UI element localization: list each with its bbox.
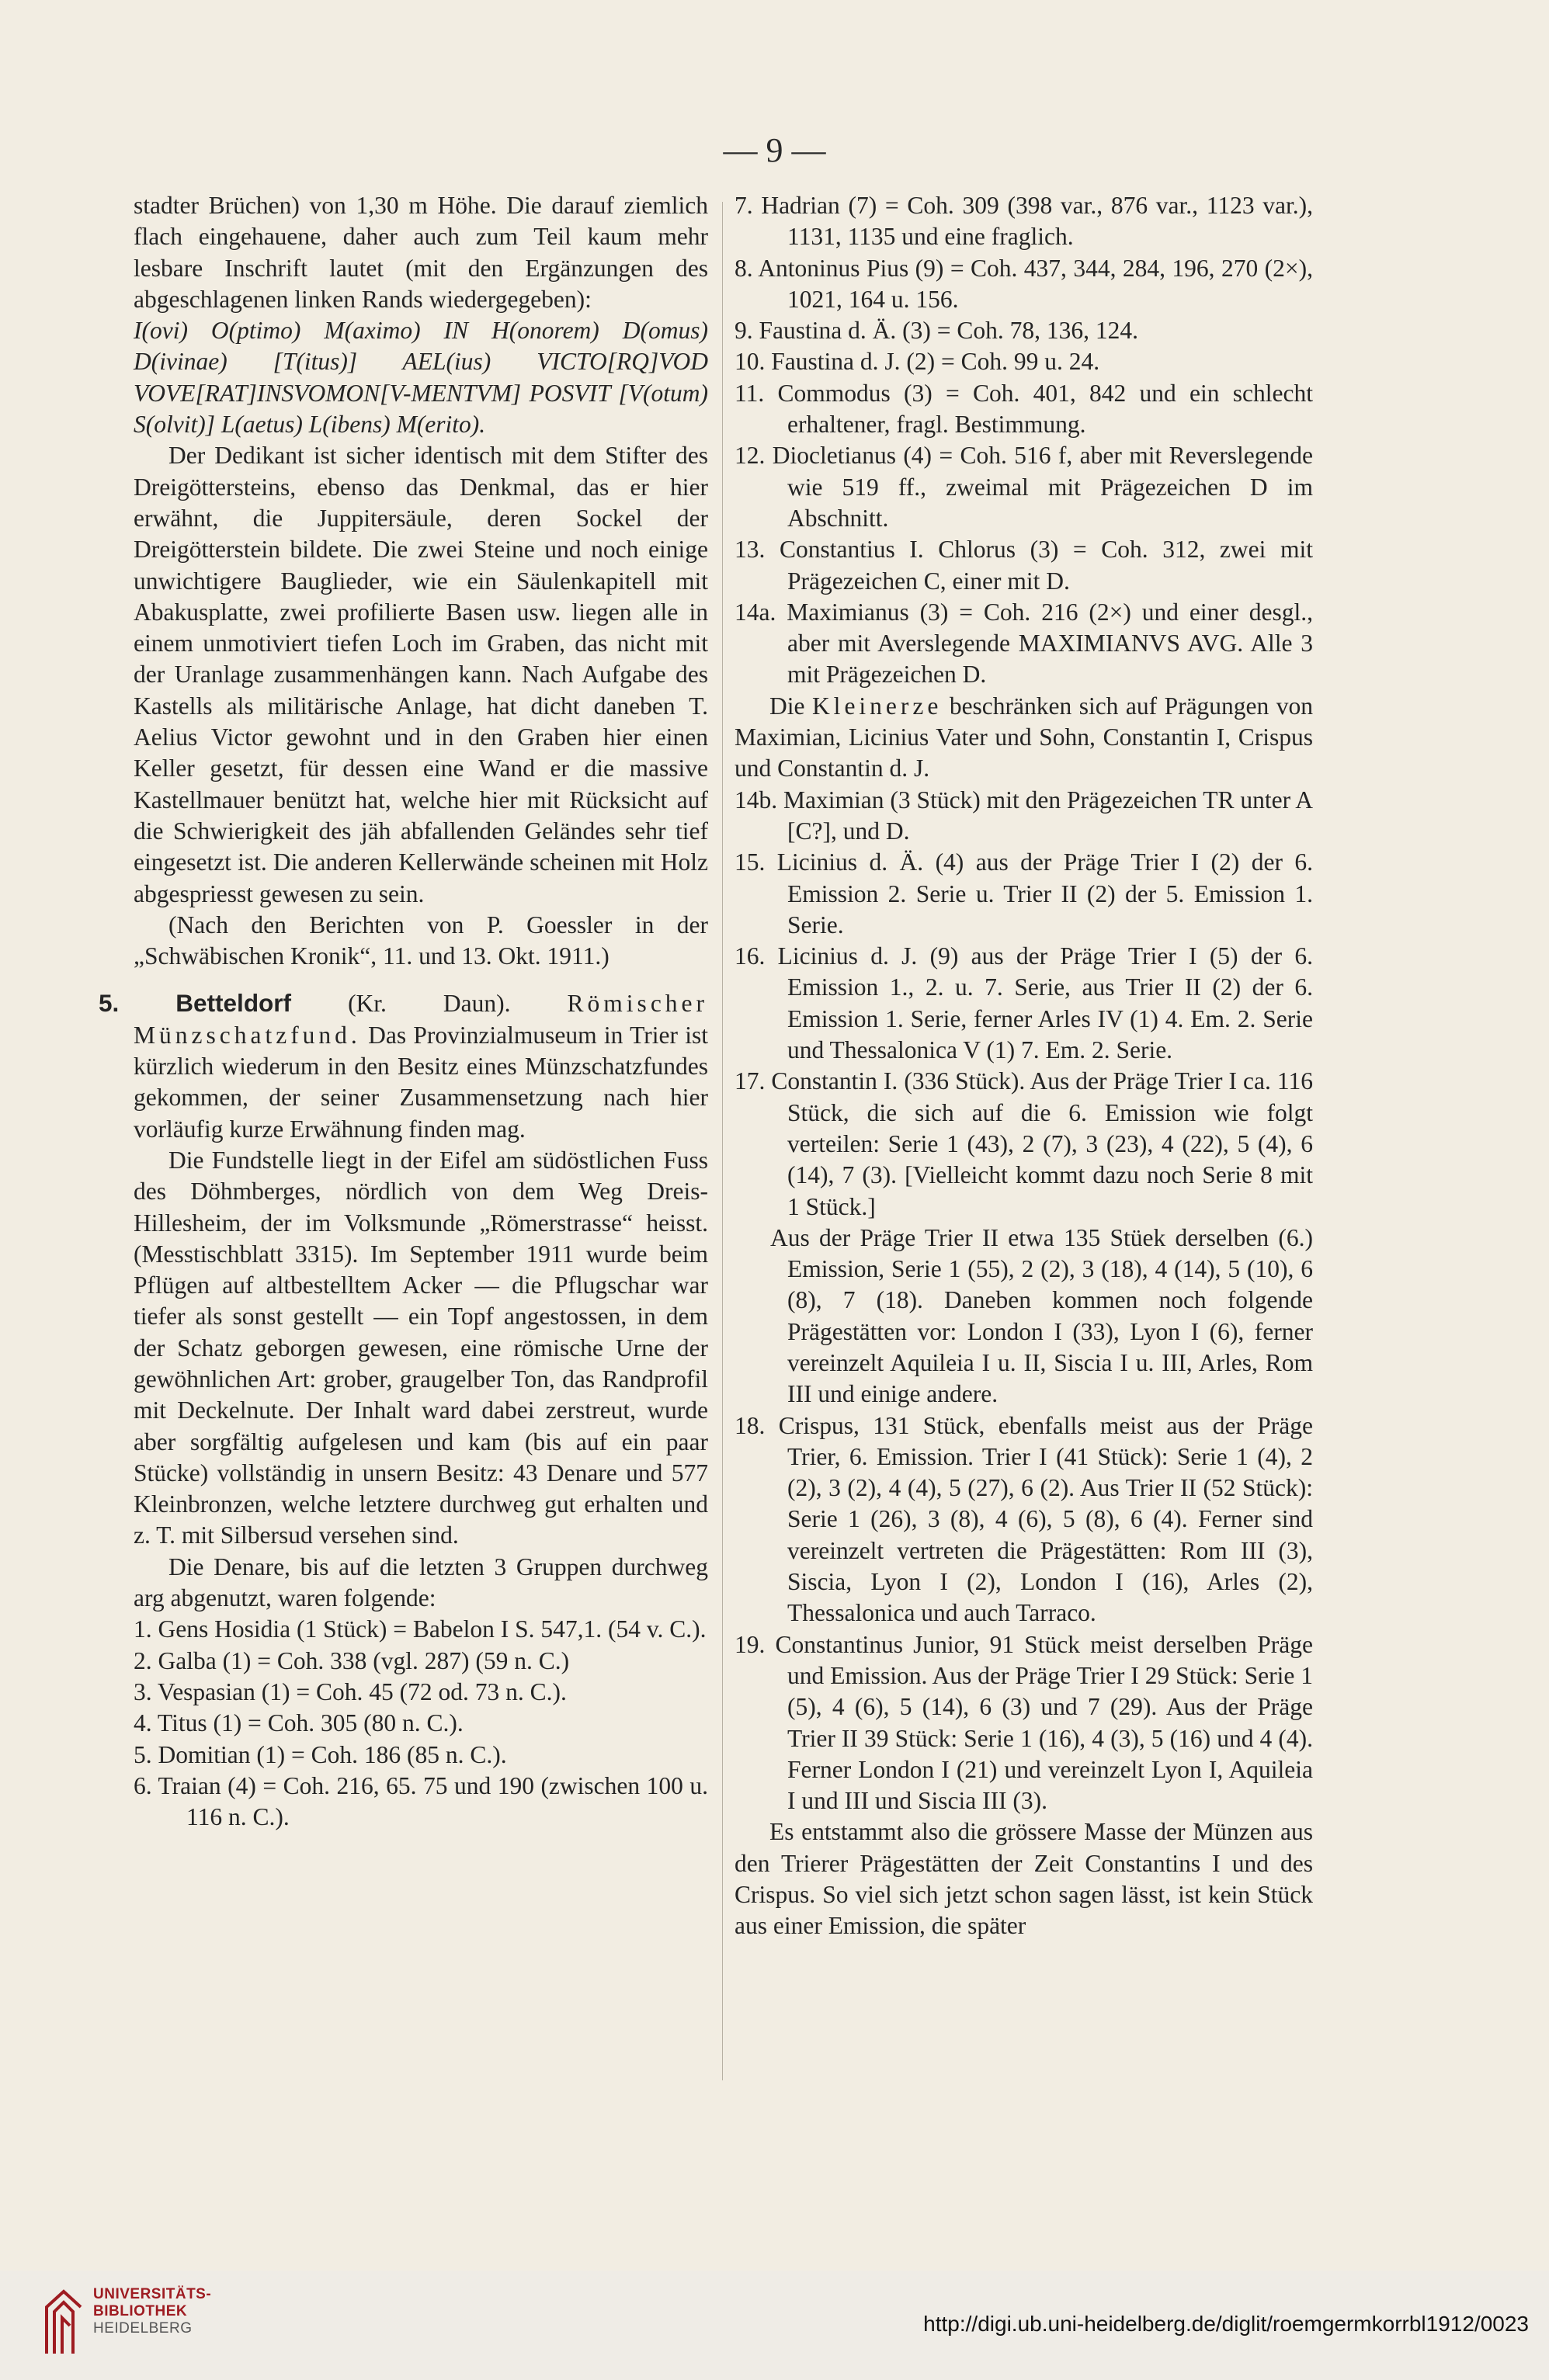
- library-name: [93, 2286, 211, 2337]
- section-place: Betteldorf: [175, 989, 292, 1018]
- list-item: 2. Galba (1) = Coh. 338 (vgl. 287) (59 n. C.): [134, 1646, 570, 1674]
- list-item: 3. Vespasian (1) = Coh. 45 (72 od. 73 n. C.).: [134, 1677, 567, 1705]
- list-item: 1. Gens Hosidia (1 Stück) = Babelon I S. 547,1. (54 v. C.).: [134, 1615, 707, 1643]
- paragraph: Die Denare, bis auf die letzten 3 Gruppen durchweg arg abgenutzt, waren folgende:: [134, 1553, 708, 1612]
- list-item: 8. Antoninus Pius (9) = Coh. 437, 344, 284, 196, 270 (2×), 1021, 164 u. 156.: [735, 254, 1313, 313]
- list-item: 11. Commodus (3) = Coh. 401, 842 und ein schlecht erhaltener, fragl. Bestimmung.: [735, 379, 1313, 439]
- list-item: 5. Domitian (1) = Coh. 186 (85 n. C.).: [134, 1740, 507, 1768]
- list-item: 9. Faustina d. Ä. (3) = Coh. 78, 136, 124.: [735, 317, 1138, 345]
- list-item: 16. Licinius d. J. (9) aus der Präge Trier I (5) der 6. Emission 1., 2. u. 7. Serie, aus Trier II (2) der 6. Emission 1. Serie, ferner Arles IV (1) 4. Em. 2. Serie und Thessalonica V (1) 7. Em. 2. Serie.: [735, 942, 1313, 1064]
- list-item: 14b. Maximian (3 Stück) mit den Prägezeichen TR unter A [C?], und D.: [735, 786, 1313, 845]
- list-item: 6. Traian (4) = Coh. 216, 65. 75 und 190 (zwischen 100 u. 116 n. C.).: [134, 1771, 708, 1831]
- denare-list-cont: [735, 190, 1313, 691]
- right-column: [735, 190, 1313, 1942]
- left-column: [99, 190, 709, 1833]
- denare-list: [134, 1614, 708, 1833]
- list-item: 14a. Maximianus (3) = Coh. 216 (2×) und einer desgl., aber mit Averslegende MAXIMIANVS AVG. Alle 3 mit Prägezeichen D.: [735, 598, 1313, 689]
- closing-paragraph: Es entstammt also die grössere Masse der Münzen aus den Trierer Prägestätten der Zeit Constantins I und des Crispus. So viel sich jetzt schon sagen lässt, ist kein Stück aus einer Emission, die später: [735, 1818, 1313, 1940]
- kleinerze-list-cont: [735, 1410, 1313, 1817]
- section-heading: [99, 987, 709, 1144]
- section-number: 5.: [99, 989, 120, 1018]
- paragraph: Aus der Präge Trier II etwa 135 Stüek derselben (6.) Emission, Serie 1 (55), 2 (2), 3 (18), 4 (14), 5 (10), 6 (8), 7 (18). Daneben kommen noch folgende Prägestätten vor: London I (33), Lyon I (6), ferner vereinzelt Aquileia I u. II, Siscia I u. III, Arles, Rom III und einige andere.: [770, 1223, 1313, 1408]
- library-line: UNIVERSITÄTS-: [93, 2286, 212, 2302]
- page-number: — 9 —: [723, 131, 826, 169]
- library-logo-icon: [40, 2284, 87, 2361]
- section-district: (Kr. Daun).: [348, 990, 511, 1018]
- section-title: Römischer Münzschatzfund.: [134, 990, 709, 1049]
- list-item: 7. Hadrian (7) = Coh. 309 (398 var., 876 var., 1123 var.), 1131, 1135 und eine fraglich.: [735, 192, 1313, 251]
- paragraph: stadter Brüchen) von 1,30 m Höhe. Die darauf ziemlich flach eingehauene, daher auch zum Teil kaum mehr lesbare Inschrift lautet (mit den Ergänzungen des abgeschlagenen linken Rands wiedergegeben):: [134, 192, 708, 313]
- paragraph: Der Dedikant ist sicher identisch mit dem Stifter des Dreigöttersteins, ebenso das Denkmal, das er hier erwähnt, die Juppitersäule, deren Sockel der Dreigötterstein bildete. Die zwei Steine und noch einige unwichtigere Bauglieder, wie ein Säulenkapitell mit Abakusplatte, zwei profilierte Basen usw. liegen alle in einem unmotiviert tiefen Loch im Graben, das nicht mit der Uranlage zusammenhängen kann. Nach Aufgabe des Kastells als militärische Anlage, hat dicht daneben T. Aelius Victor gewohnt und in den Graben hier einen Keller gesetzt, für dessen eine Wand er die massive Kastellmauer benützt hat, welche hier mit Rücksicht auf die Schwierigkeit des jäh abfallenden Geländes sehr tief eingesetzt ist. Die anderen Kellerwände scheinen mit Holz abgespriesst gewesen zu sein.: [134, 442, 708, 907]
- kleinerze-list: [735, 785, 1313, 1223]
- list-item: 17. Constantin I. (336 Stück). Aus der Präge Trier I ca. 116 Stück, die sich auf die 6. Emission wie folgt verteilen: Serie 1 (43), 2 (7), 3 (23), 4 (22), 5 (4), 6 (14), 7 (3). [Vielleicht kommt dazu noch Serie 8 mit 1 Stück.]: [735, 1067, 1313, 1220]
- list-item: 4. Titus (1) = Coh. 305 (80 n. C.).: [134, 1709, 464, 1737]
- source-url-link[interactable]: http://digi.ub.uni-heidelberg.de/diglit/roemgermkorrbl1912/0023: [923, 2312, 1529, 2336]
- section-intro: Das Provinzialmuseum in Trier ist kürzlich wiederum in den Besitz eines Münzschatzfundes gekommen, der seiner Zusammensetzung nach hier vorläufig kurze Erwähnung finden mag.: [134, 1021, 709, 1143]
- paragraph: Die Fundstelle liegt in der Eifel am südöstlichen Fuss des Döhmberges, nördlich von dem Weg Dreis-Hillesheim, der im Volksmunde „Römerstrasse“ heisst. (Messtischblatt 3315). Im September 1911 wurde beim Pflügen auf altbestelltem Acker — die Pflugschar war tiefer als sonst gestellt — ein Topf angestossen, in dem der Schatz geborgen gewesen, eine römische Urne der gewöhnlichen Art: grober, graugelber Ton, das Randprofil mit Deckelnute. Der Inhalt ward dabei zerstreut, wurde aber sorgfältig aufgelesen und kam (bis auf ein paar Stücke) vollständig in unsern Besitz: 43 Denare und 577 Kleinbronzen, welche letztere durchweg gut erhalten und z. T. mit Silbersud versehen sind.: [134, 1146, 708, 1549]
- library-line: HEIDELBERG: [93, 2320, 193, 2337]
- source-note: (Nach den Berichten von P. Goessler in der „Schwäbischen Kronik“, 11. und 13. Okt. 1911.): [134, 911, 708, 970]
- list-item: 13. Constantius I. Chlorus (3) = Coh. 312, zwei mit Prägezeichen C, einer mit D.: [735, 536, 1313, 595]
- kleinerze-intro: Die Kleinerze beschränken sich auf Prägungen von Maximian, Licinius Vater und Sohn, Constantin I, Crispus und Constantin d. J.: [735, 692, 1313, 782]
- list-item: 12. Diocletianus (4) = Coh. 516 f, aber mit Reverslegende wie 519 ff., zweimal mit Prägezeichen D im Abschnitt.: [735, 442, 1313, 532]
- library-line: BIBLIOTHEK: [93, 2303, 188, 2319]
- kleinerze-word: Kleinerze: [811, 692, 943, 720]
- column-divider: [722, 202, 723, 2080]
- inscription: I(ovi) O(ptimo) M(aximo) IN H(onorem) D(omus) D(ivinae) [T(itus)] AEL(ius) VICTO[RQ]VOD VOVE[RAT]INSVOMON[V-MENTVM] POSVIT [V(otum) S(olvit)] L(aetus) L(ibens) M(erito).: [134, 317, 708, 439]
- list-item: 10. Faustina d. J. (2) = Coh. 99 u. 24.: [735, 348, 1100, 376]
- list-item: 19. Constantinus Junior, 91 Stück meist derselben Präge und Emission. Aus der Präge Trier I 29 Stück: Serie 1 (5), 4 (6), 5 (14), 6 (3) und 7 (29). Aus der Präge Trier II 39 Stück: Serie 1 (16), 4 (3), 5 (16) und 4 (4). Ferner London I (21) und vereinzelt Lyon I, Aquileia I und III und Siscia III (3).: [735, 1630, 1313, 1815]
- list-item: 15. Licinius d. Ä. (4) aus der Präge Trier I (2) der 6. Emission 2. Serie u. Trier II (2) der 5. Emission 1. Serie.: [735, 848, 1313, 938]
- list-item: 18. Crispus, 131 Stück, ebenfalls meist aus der Präge Trier, 6. Emission. Trier I (41 Stück): Serie 1 (4), 2 (2), 3 (2), 4 (4), 5 (27), 6 (2). Aus Trier II (52 Stück): Serie 1 (26), 3 (8), 4 (6), 5 (8), 6 (4). Ferner sind vereinzelt vertreten die Prägestätten: Rom III (3), Siscia, Lyon I (2), London I (16), Arles (2), Thessalonica und auch Tarraco.: [735, 1411, 1313, 1627]
